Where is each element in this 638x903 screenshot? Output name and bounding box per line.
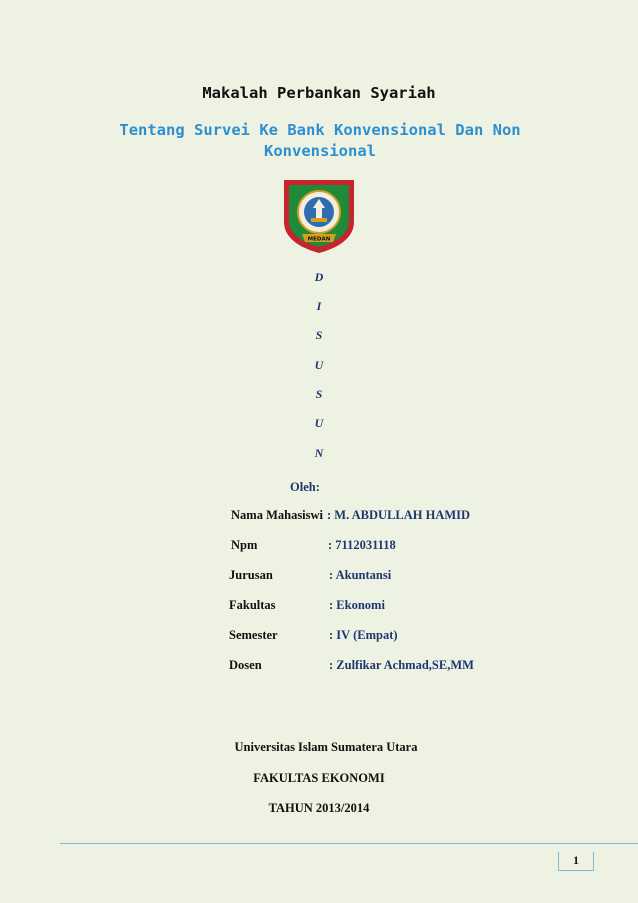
page-number: 1 (558, 852, 594, 871)
footer-divider (60, 843, 638, 844)
info-value: : Ekonomi (329, 598, 385, 612)
info-label: Semester (229, 628, 278, 642)
info-value: : 7112031118 (328, 538, 396, 552)
info-value: : Zulfikar Achmad,SE,MM (329, 658, 474, 672)
university-logo (280, 178, 358, 254)
university-name: Universitas Islam Sumatera Utara (234, 740, 418, 754)
info-label: Npm (231, 538, 258, 552)
disusun-letter: U (314, 416, 324, 430)
document-title: Makalah Perbankan Syariah (202, 84, 436, 102)
disusun-letter: U (314, 358, 324, 372)
disusun-letter: S (315, 328, 323, 342)
info-value: : Akuntansi (329, 568, 392, 582)
disusun-letter: S (315, 387, 323, 401)
info-label: Dosen (229, 658, 262, 672)
info-value: : M. ABDULLAH HAMID (327, 508, 471, 522)
document-subtitle: Tentang Survei Ke Bank Konvensional Dan Non Konvensional (119, 121, 521, 160)
oleh-label: Oleh: (290, 480, 320, 494)
faculty-name: FAKULTAS EKONOMI (253, 771, 385, 785)
logo-banner-text: MEDAN (307, 236, 331, 243)
disusun-letter: D (314, 270, 324, 284)
info-value: : IV (Empat) (329, 628, 398, 642)
disusun-letter: N (314, 446, 324, 460)
info-label: Nama Mahasiswi (231, 508, 324, 522)
academic-year: TAHUN 2013/2014 (268, 801, 370, 815)
info-label: Fakultas (229, 598, 276, 612)
disusun-letter: I (316, 299, 322, 313)
info-label: Jurusan (229, 568, 273, 582)
